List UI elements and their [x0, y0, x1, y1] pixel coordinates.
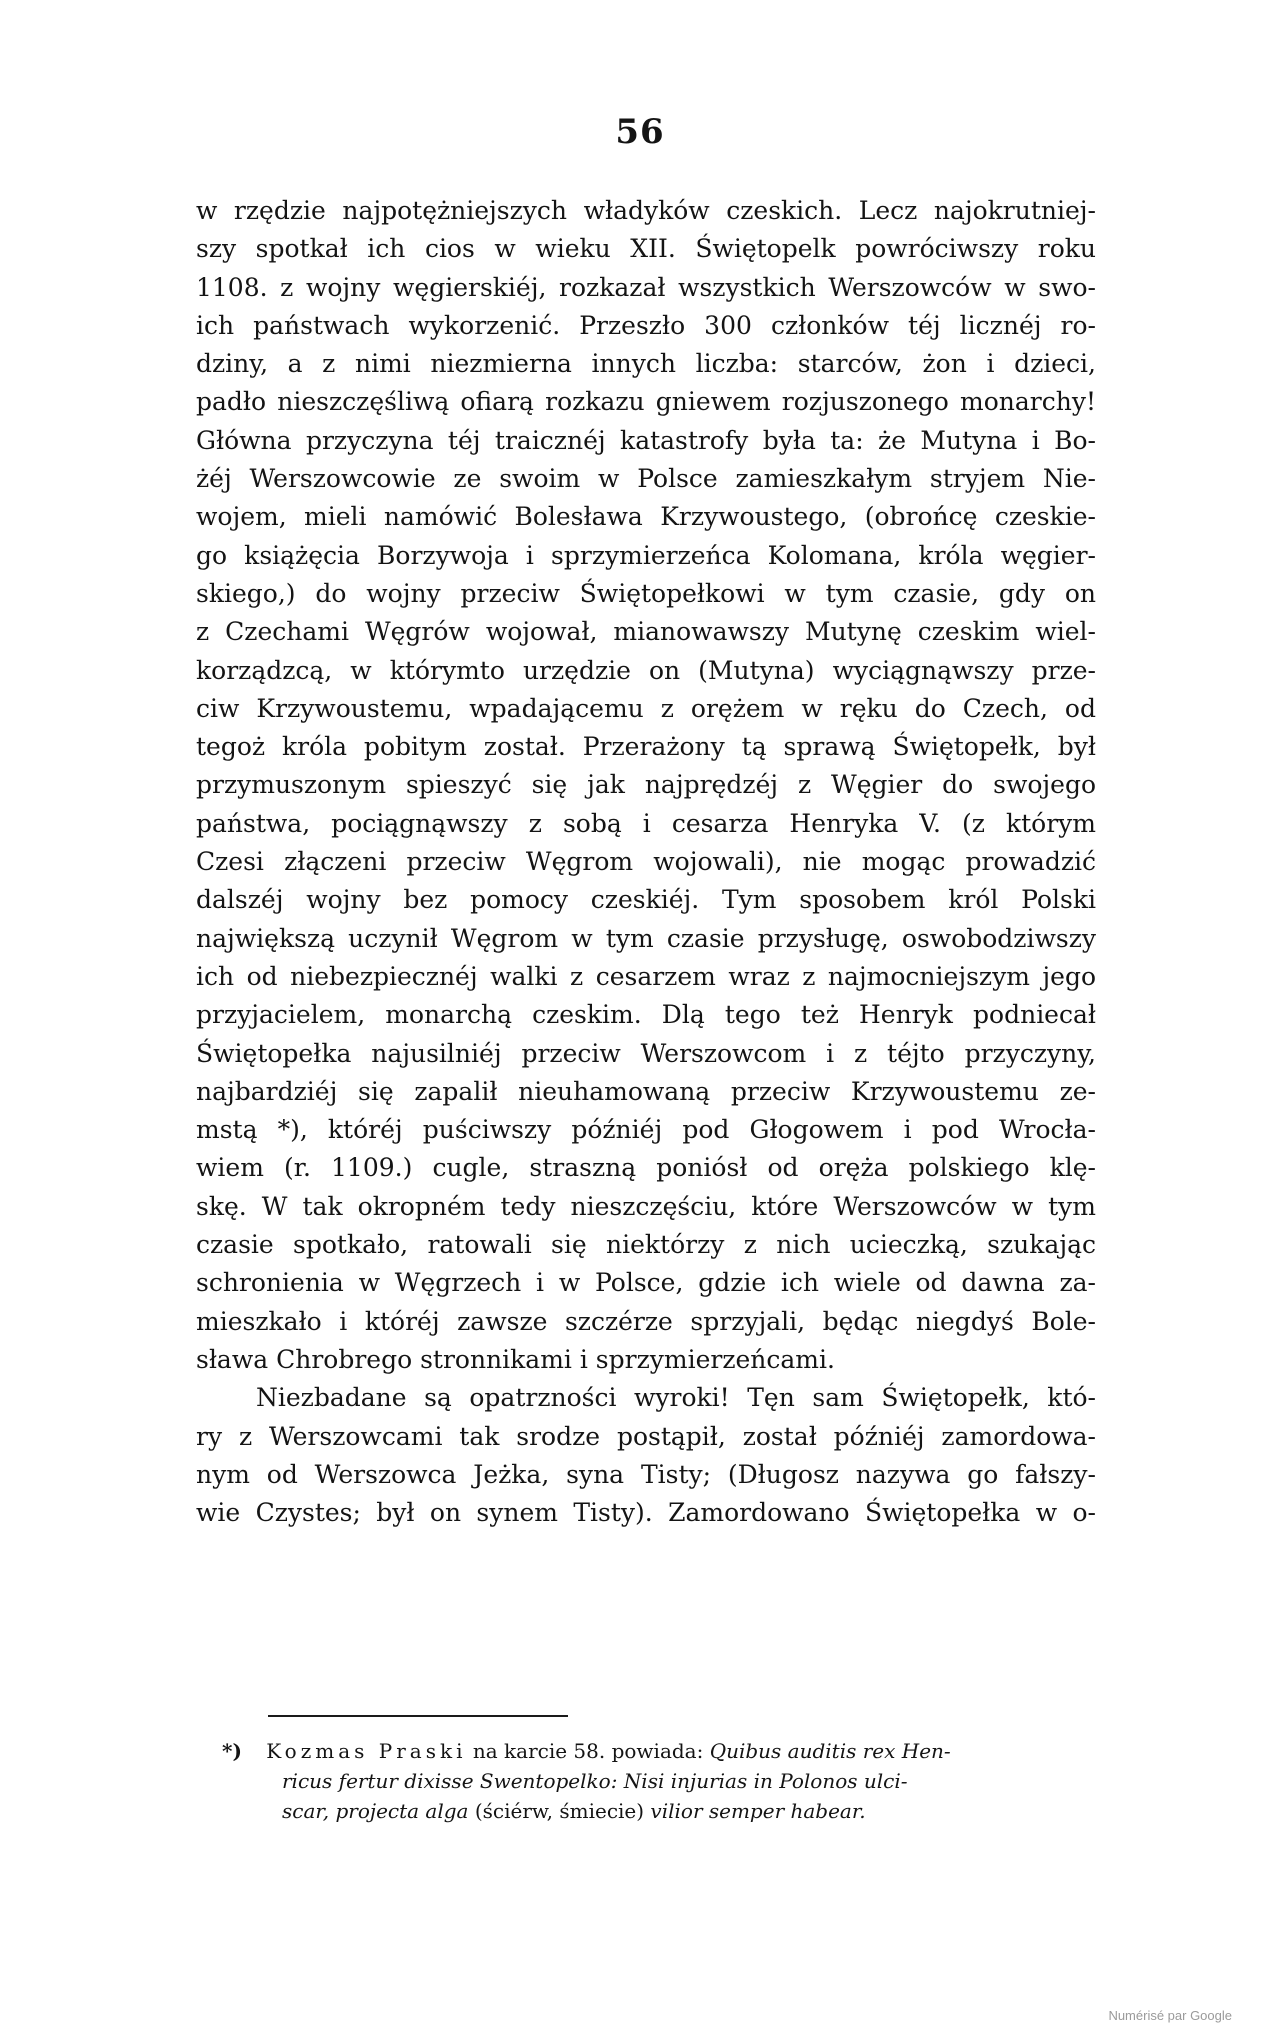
- text-line: mstą *), któréj puściwszy późniéj pod Głogowem i pod Wrocła-: [196, 1115, 1096, 1145]
- body-text: [196, 192, 1096, 1532]
- footnote: [222, 1736, 1102, 1826]
- text-line: państwa, pociągnąwszy z sobą i cesarza Henryka V. (z którym: [196, 808, 1096, 838]
- text-line: przyjacielem, monarchą czeskim. Dlą tego też Henryk podniecał: [196, 1000, 1096, 1030]
- footnote-divider: [268, 1715, 568, 1717]
- footnote-line: [222, 1796, 1102, 1826]
- text-line: ciw Krzywoustemu, wpadającemu z orężem w ręku do Czech, od: [196, 693, 1096, 723]
- text-line: go książęcia Borzywoja i sprzymierzeńca Kolomana, króla węgier-: [196, 540, 1096, 570]
- text-line: ich państwach wykorzenić. Przeszło 300 członków téj licznéj ro-: [196, 310, 1096, 340]
- footnote-gloss: (ściérw, śmiecie): [474, 1799, 645, 1823]
- footnote-latin-quote: Quibus auditis rex Hen-: [709, 1739, 951, 1763]
- footnote-author: Kozmas Praski: [266, 1739, 467, 1763]
- text-line: dziny, a z nimi niezmierna innych liczba: starców, żon i dzieci,: [196, 349, 1096, 379]
- scan-watermark: Numérisé par Google: [1108, 2008, 1232, 2023]
- text-line: padło nieszczęśliwą ofiarą rozkazu gniewem rozjuszonego monarchy!: [196, 387, 1096, 417]
- text-line: dalszéj wojny bez pomocy czeskiéj. Tym sposobem król Polski: [196, 885, 1096, 915]
- text-line: przymuszonym spieszyć się jak najprędzéj z Węgier do swojego: [196, 770, 1096, 800]
- text-line: tegoż króla pobitym został. Przerażony tą sprawą Świętopełk, był: [196, 732, 1096, 762]
- text-line: wiem (r. 1109.) cugle, straszną poniósł od oręża polskiego klę-: [196, 1153, 1096, 1183]
- footnote-latin-quote: vilior semper habear.: [650, 1799, 866, 1823]
- text-line: czasie spotkało, ratowali się niektórzy z nich ucieczką, szukając: [196, 1230, 1096, 1260]
- text-line: skę. W tak okropném tedy nieszczęściu, które Werszowców w tym: [196, 1191, 1096, 1221]
- text-line: nym od Werszowca Jeżka, syna Tisty; (Długosz nazywa go fałszy-: [196, 1459, 1096, 1489]
- footnote-mark: *): [222, 1739, 242, 1763]
- text-line: Główna przyczyna téj traicznéj katastrofy była ta: że Mutyna i Bo-: [196, 425, 1096, 455]
- text-line: Świętopełka najusilniéj przeciw Werszowcom i z téjto przyczyny,: [196, 1038, 1096, 1068]
- text-line: wojem, mieli namówić Bolesława Krzywoustego, (obrońcę czeskie-: [196, 502, 1096, 532]
- text-line: mieszkało i któréj zawsze szczérze sprzyjali, będąc niegdyś Bole-: [196, 1306, 1096, 1336]
- text-line: sława Chrobrego stronnikami i sprzymierzeńcami.: [196, 1344, 835, 1374]
- text-line: Czesi złączeni przeciw Węgrom wojowali), nie mogąc prowadzić: [196, 847, 1096, 877]
- text-line-paragraph-start: Niezbadane są opatrzności wyroki! Tęn sam Świętopełk, któ-: [256, 1383, 1096, 1413]
- text-line: ich od niebezpiecznéj walki z cesarzem wraz z najmocniejszym jego: [196, 961, 1096, 991]
- text-line: żéj Werszowcowie ze swoim w Polsce zamieszkałym stryjem Nie-: [196, 464, 1096, 494]
- footnote-text: na karcie 58. powiada:: [472, 1739, 704, 1763]
- text-line: z Czechami Węgrów wojował, mianowawszy Mutynę czeskim wiel-: [196, 617, 1096, 647]
- text-line: schronienia w Węgrzech i w Polsce, gdzie ich wiele od dawna za-: [196, 1268, 1096, 1298]
- text-line: korządzcą, w którymto urzędzie on (Mutyna) wyciągnąwszy prze-: [196, 655, 1096, 685]
- text-line: skiego,) do wojny przeciw Świętopełkowi w tym czasie, gdy on: [196, 578, 1096, 608]
- text-line: 1108. z wojny węgierskiéj, rozkazał wszystkich Werszowców w swo-: [196, 272, 1096, 302]
- text-line: w rzędzie najpotężniejszych władyków czeskich. Lecz najokrutniej-: [196, 196, 1096, 225]
- text-line: szy spotkał ich cios w wieku XII. Świętopelk powróciwszy roku: [196, 234, 1096, 264]
- page-number: 56: [615, 112, 665, 152]
- text-line: największą uczynił Węgrom w tym czasie przysługę, oswobodziwszy: [196, 923, 1096, 953]
- text-line: wie Czystes; był on synem Tisty). Zamordowano Świętopełka w o-: [196, 1498, 1096, 1528]
- footnote-line: ricus fertur dixisse Swentopelko: Nisi injurias in Polonos ulci-: [282, 1769, 908, 1793]
- text-line: najbardziéj się zapalił nieuhamowaną przeciw Krzywoustemu ze-: [196, 1076, 1096, 1106]
- text-line: ry z Werszowcami tak srodze postąpił, został późniéj zamordowa-: [196, 1421, 1096, 1451]
- footnote-latin-quote: scar, projecta alga: [282, 1799, 469, 1823]
- footnote-line: [222, 1736, 1102, 1766]
